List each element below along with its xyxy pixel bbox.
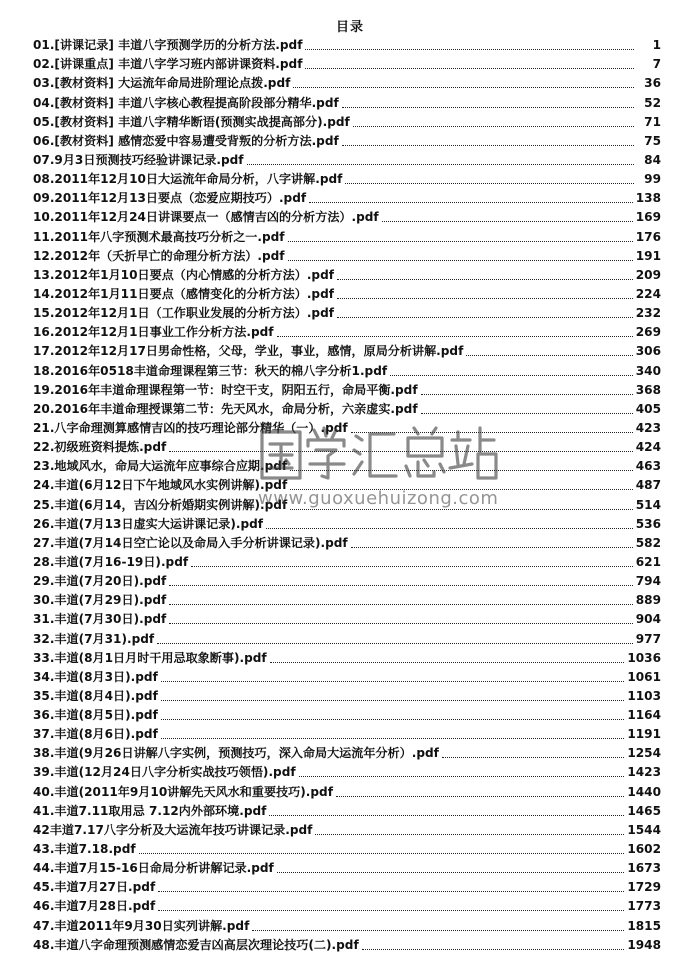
toc-entry-page-number: 1815 [627,918,661,933]
toc-entry-page-number: 71 [644,114,661,129]
toc-entry-title: 09.2011年12月13日要点（恋爱应期技巧）.pdf [33,191,307,206]
toc-leader-dots [353,126,634,127]
toc-leader-dots [161,719,624,720]
toc-entry-page-number: 463 [635,459,661,474]
toc-entry[interactable] [33,170,661,189]
toc-leader-dots [161,700,624,701]
toc-leader-dots [191,566,633,567]
watermark-url: www.guoxuehuizong.com [258,488,499,509]
toc-entry[interactable] [33,55,661,74]
toc-entry-title: 13.2012年1月10日要点（内心情感的分析方法）.pdf [33,267,334,282]
toc-leader-dots [161,738,624,739]
toc-entry-page-number: 138 [635,191,661,206]
toc-entry[interactable] [33,916,661,935]
toc-entry-page-number: 889 [635,593,661,608]
toc-entry-title: 47.丰道2011年9月30日实列讲解.pdf [33,918,250,933]
toc-leader-dots [351,547,633,548]
toc-entry-page-number: 209 [635,267,661,282]
toc-entry[interactable] [33,457,661,476]
toc-entry[interactable] [33,763,661,782]
toc-entry-page-number: 514 [635,497,661,512]
toc-entry-page-number: 84 [644,152,661,167]
toc-leader-dots [390,375,633,376]
toc-entry[interactable] [33,840,661,859]
toc-leader-dots [169,585,632,586]
toc-leader-dots [421,413,633,414]
toc-entry-title: 17.2012年12月17日男命性格，父母，学业，事业，感情，原局分析讲解.pdf [33,344,464,359]
toc-entry-title: 02.[讲课重点] 丰道八字学习班内部讲课资料.pdf [33,57,303,72]
toc-entry[interactable] [33,189,661,208]
toc-entry-title: 24.丰道(6月12日下午地域风水实例讲解).pdf [33,478,288,493]
toc-entry-title: 42丰道7.17八字分析及大运流年技巧讲课记录.pdf [33,822,313,837]
toc-entry-title: 46.丰道7月28日.pdf [33,899,156,914]
toc-entry-page-number: 340 [635,363,661,378]
toc-entry-page-number: 536 [635,516,661,531]
toc-entry-title: 07.9月3日预测技巧经验讲课记录.pdf [33,152,244,167]
toc-entry-page-number: 368 [635,382,661,397]
toc-entry-title: 03.[教材资料] 大运流年命局进阶理论点拨.pdf [33,76,291,91]
toc-entry[interactable] [33,151,661,170]
toc-leader-dots [158,891,624,892]
toc-leader-dots [382,221,633,222]
toc-entry[interactable] [33,591,661,610]
toc-leader-dots [169,604,632,605]
toc-entry-title: 15.2012年12月1日（工作职业发展的分析方法）.pdf [33,306,334,321]
toc-entry-page-number: 7 [652,57,661,72]
toc-entry[interactable] [33,208,661,227]
toc-entry-title: 23.地域风水，命局大运流年应事综合应期.pdf [33,459,288,474]
toc-leader-dots [305,49,634,50]
toc-leader-dots [293,87,634,88]
toc-entry[interactable] [33,782,661,801]
toc-entry[interactable] [33,859,661,878]
toc-entry-title: 22.初级班资料提炼.pdf [33,440,167,455]
toc-entry[interactable] [33,400,661,419]
toc-entry-page-number: 75 [644,133,661,148]
toc-leader-dots [252,930,624,931]
toc-entry[interactable] [33,285,661,304]
toc-entry-title: 04.[教材资料] 丰道八字核心教程提高阶段部分精华.pdf [33,95,339,110]
toc-entry-title: 28.丰道(7月16-19日).pdf [33,554,189,569]
toc-entry-title: 39.丰道(12月24日八字分析实战技巧领悟).pdf [33,765,296,780]
toc-entry[interactable] [33,897,661,916]
toc-entry[interactable] [33,936,661,955]
toc-entry[interactable] [33,247,661,266]
toc-entry-title: 36.丰道(8月5日).pdf [33,708,158,723]
toc-leader-dots [157,643,633,644]
toc-entry-title: 06.[教材资料] 感情恋爱中容易遭受背叛的分析方法.pdf [33,133,339,148]
toc-leader-dots [351,432,633,433]
toc-entry-title: 25.丰道(6月14，吉凶分析婚期实例讲解).pdf [33,497,288,512]
toc-entry[interactable] [33,323,661,342]
toc-entry-page-number: 794 [635,574,661,589]
toc-entry-title: 30.丰道(7月29日).pdf [33,593,167,608]
toc-entry-title: 33.丰道(8月1日月时干用忌取象断事).pdf [33,650,267,665]
toc-entry-title: 40.丰道(2011年9月10讲解先天风水和重要技巧).pdf [33,784,333,799]
toc-entry-page-number: 169 [635,210,661,225]
toc-leader-dots [290,470,633,471]
toc-entry[interactable] [33,687,661,706]
toc-entry-page-number: 99 [644,172,661,187]
toc-leader-dots [139,853,625,854]
toc-entry[interactable] [33,668,661,687]
toc-entry[interactable] [33,725,661,744]
toc-entry-page-number: 1423 [627,765,661,780]
toc-leader-dots [345,183,634,184]
toc-entry-title: 20.2016年丰道命理授课第二节：先天风水，命局分析，六亲虚实.pdf [33,401,418,416]
toc-entry-page-number: 1164 [627,708,661,723]
toc-entry-page-number: 306 [635,344,661,359]
toc-entry[interactable] [33,74,661,93]
toc-entry-page-number: 1 [652,38,661,53]
toc-leader-dots [270,662,625,663]
toc-leader-dots [277,336,633,337]
toc-entry[interactable] [33,495,661,514]
toc-entry[interactable] [33,342,661,361]
toc-entry-page-number: 487 [635,478,661,493]
page-title: 目录 [335,20,364,35]
toc-entry-title: 34.丰道(8月3日).pdf [33,669,158,684]
toc-entry[interactable] [33,878,661,897]
toc-entry[interactable] [33,361,661,380]
toc-entry[interactable] [33,476,661,495]
toc-leader-dots [266,528,633,529]
toc-leader-dots [299,776,625,777]
toc-entry[interactable] [33,304,661,323]
toc-leader-dots [309,202,633,203]
toc-entry-title: 14.2012年1月11日要点（感情变化的分析方法）.pdf [33,286,334,301]
toc-entry-title: 19.2016年丰道命理课程第一节：时空干支，阴阳五行，命局平衡.pdf [33,382,418,397]
toc-entry-title: 12.2012年（夭折早亡的命理分析方法）.pdf [33,248,285,263]
toc-entry[interactable] [33,113,661,132]
toc-entry-page-number: 1254 [627,746,661,761]
toc-entry-page-number: 1036 [627,650,661,665]
toc-entry-title: 16.2012年12月1日事业工作分析方法.pdf [33,325,274,340]
toc-leader-dots [290,489,633,490]
toc-leader-dots [247,164,634,165]
toc-entry-page-number: 582 [635,535,661,550]
toc-entry[interactable] [33,629,661,648]
toc-entry-title: 31.丰道(7月30日).pdf [33,612,167,627]
toc-entry-page-number: 1440 [627,784,661,799]
toc-entry-page-number: 424 [635,440,661,455]
toc-leader-dots [269,815,624,816]
toc-entry-title: 44.丰道7月15-16日命局分析讲解记录.pdf [33,861,274,876]
toc-entry-page-number: 1602 [627,842,661,857]
toc-entry-page-number: 1673 [627,861,661,876]
toc-entry[interactable] [33,93,661,112]
toc-entry-title: 26.丰道(7月13日虚实大运讲课记录).pdf [33,516,264,531]
toc-entry-title: 37.丰道(8月6日).pdf [33,727,158,742]
toc-entry-title: 48.丰道八字命理预测感情恋爱吉凶高层次理论技巧(二).pdf [33,937,359,952]
toc-entry-page-number: 1465 [627,803,661,818]
toc-leader-dots [288,241,633,242]
toc-entry-page-number: 977 [635,631,661,646]
toc-entry-page-number: 1191 [627,727,661,742]
toc-entry-page-number: 52 [644,95,661,110]
toc-entry-title: 01.[讲课记录] 丰道八字预测学历的分析方法.pdf [33,38,303,53]
toc-leader-dots [442,757,624,758]
toc-leader-dots [288,260,633,261]
toc-entry-page-number: 224 [635,286,661,301]
toc-entry-page-number: 904 [635,612,661,627]
toc-entry-title: 38.丰道(9月26日讲解八字实例，预测技巧，深入命局大运流年分析）.pdf [33,746,439,761]
toc-entry-page-number: 269 [635,325,661,340]
toc-entry[interactable] [33,610,661,629]
table-of-contents [33,36,661,955]
toc-leader-dots [315,834,624,835]
toc-entry-title: 08.2011年12月10日大运流年命局分析，八字讲解.pdf [33,172,343,187]
toc-entry[interactable] [33,381,661,400]
toc-leader-dots [277,872,625,873]
toc-entry[interactable] [33,227,661,246]
toc-entry[interactable] [33,821,661,840]
toc-entry-title: 35.丰道(8月4日).pdf [33,688,158,703]
toc-entry[interactable] [33,649,661,668]
toc-leader-dots [161,681,624,682]
toc-leader-dots [342,145,634,146]
toc-leader-dots [466,355,632,356]
toc-entry-page-number: 1061 [627,669,661,684]
toc-entry-title: 21.八字命理测算感情吉凶的技巧理论部分精华（一）.pdf [33,420,348,435]
toc-leader-dots [169,451,633,452]
toc-entry-title: 45.丰道7月27日.pdf [33,880,156,895]
toc-entry-title: 43.丰道7.18.pdf [33,842,136,857]
toc-leader-dots [421,394,633,395]
toc-entry-title: 32.丰道(7月31).pdf [33,631,155,646]
toc-leader-dots [305,68,634,69]
toc-entry-page-number: 1773 [627,899,661,914]
toc-entry[interactable] [33,266,661,285]
toc-entry[interactable] [33,706,661,725]
toc-entry-page-number: 36 [644,76,661,91]
toc-entry[interactable] [33,438,661,457]
toc-entry[interactable] [33,515,661,534]
toc-entry-title: 11.2011年八字预测术最高技巧分析之一.pdf [33,229,285,244]
toc-entry-title: 29.丰道(7月20日).pdf [33,574,167,589]
toc-entry[interactable] [33,553,661,572]
toc-leader-dots [158,910,624,911]
toc-entry-title: 41.丰道7.11取用忌 7.12内外部环境.pdf [33,803,267,818]
toc-entry[interactable] [33,572,661,591]
toc-entry-page-number: 621 [635,554,661,569]
toc-entry-page-number: 1729 [627,880,661,895]
toc-leader-dots [337,298,633,299]
toc-entry-page-number: 405 [635,401,661,416]
toc-entry[interactable] [33,744,661,763]
toc-entry-title: 18.2016年0518丰道命理课程第三节：秋天的棉八字分析1.pdf [33,363,388,378]
toc-entry[interactable] [33,419,661,438]
toc-entry-page-number: 423 [635,420,661,435]
toc-entry-title: 10.2011年12月24日讲课要点一（感情吉凶的分析方法）.pdf [33,210,379,225]
toc-entry-page-number: 191 [635,248,661,263]
toc-entry-title: 27.丰道(7月14日空亡论以及命局入手分析讲课记录).pdf [33,535,348,550]
toc-leader-dots [336,796,624,797]
toc-entry[interactable] [33,36,661,55]
toc-entry[interactable] [33,132,661,151]
toc-leader-dots [169,623,632,624]
toc-entry-page-number: 232 [635,306,661,321]
toc-leader-dots [290,509,633,510]
toc-entry-page-number: 1103 [627,688,661,703]
toc-leader-dots [362,949,625,950]
toc-entry-page-number: 176 [635,229,661,244]
toc-leader-dots [342,107,634,108]
toc-entry-title: 05.[教材资料] 丰道八字精华断语(预测实战提高部分).pdf [33,114,350,129]
toc-leader-dots [337,317,633,318]
toc-leader-dots [337,279,633,280]
toc-entry[interactable] [33,534,661,553]
toc-entry-page-number: 1544 [627,822,661,837]
toc-entry-page-number: 1948 [627,937,661,952]
toc-entry[interactable] [33,802,661,821]
